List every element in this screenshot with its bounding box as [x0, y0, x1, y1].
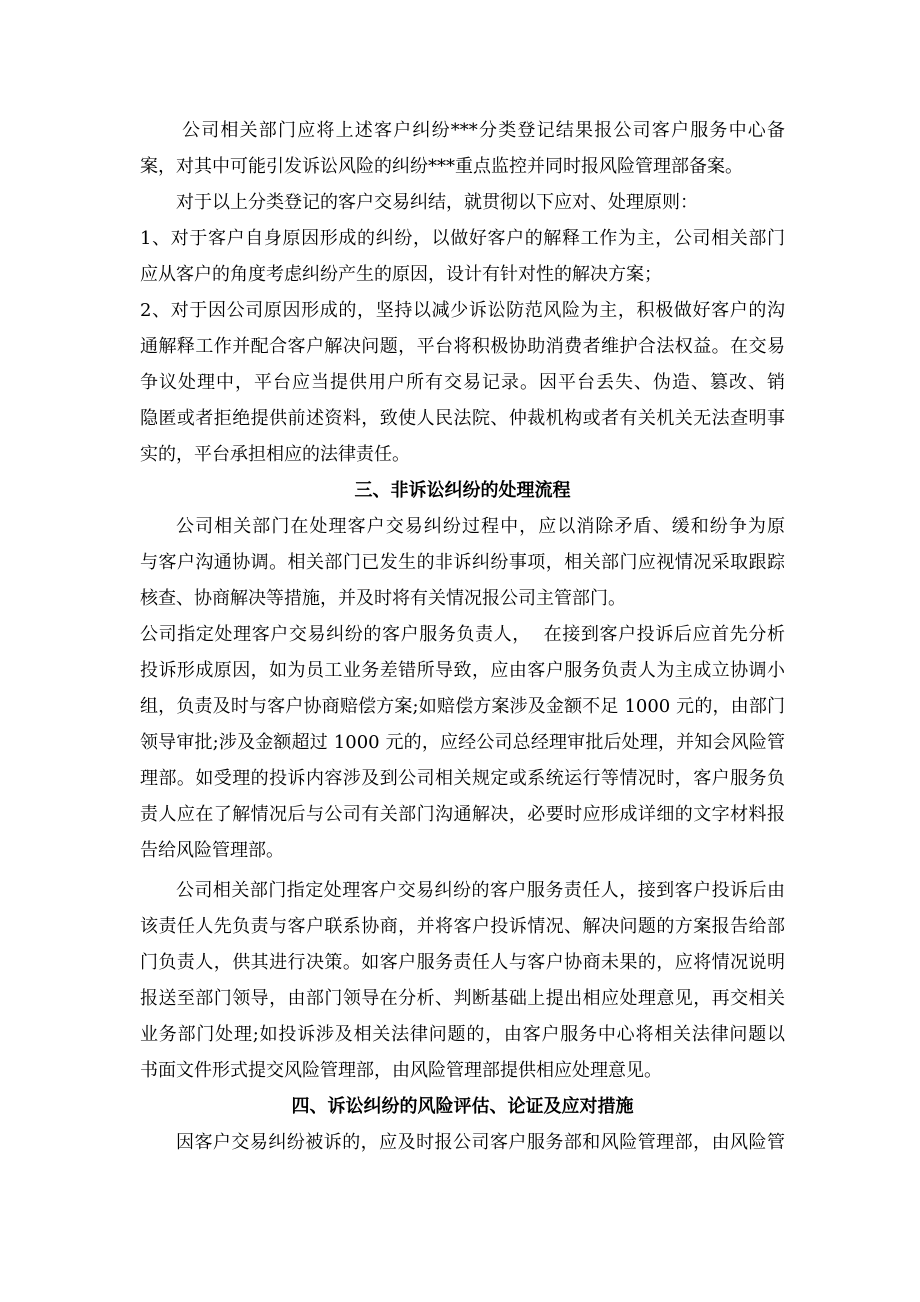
- text-line: 该责任人先负责与客户联系协商，并将客户投诉情况、解决问题的方案报告给部: [140, 916, 785, 937]
- paragraph-principles-intro: [140, 185, 785, 221]
- text-line: 公司指定处理客户交易纠纷的客户服务负责人， 在接到客户投诉后应首先分析: [140, 624, 785, 645]
- text-line: 门负责人，供其进行决策。如客户服务责任人与客户协商未果的，应将情况说明: [140, 952, 785, 973]
- paragraph-principle-2: [140, 293, 785, 473]
- text-line: 实的，平台承担相应的法律责任。: [140, 444, 410, 465]
- text-line: 应从客户的角度考虑纠纷产生的原因，设计有针对性的解决方案；: [140, 264, 662, 285]
- section-heading-4: 四、诉讼纠纷的风险评估、论证及应对措施: [291, 1096, 634, 1117]
- text-line: 核查、协商解决等措施，并及时将有关情况报公司主管部门。: [140, 588, 626, 609]
- paragraph-section4-1: [140, 1125, 785, 1161]
- section-heading-3: 三、非诉讼纠纷的处理流程: [354, 480, 571, 501]
- text-line: 2、对于因公司原因形成的，坚持以减少诉讼防范风险为主，积极做好客户的沟: [140, 300, 785, 321]
- text-line: 公司相关部门在处理客户交易纠纷过程中，应以消除矛盾、缓和纷争为原: [176, 516, 785, 537]
- text-line: 隐匿或者拒绝提供前述资料，致使人民法院、仲裁机构或者有关机关无法查明事: [140, 408, 785, 429]
- text-line: 对于以上分类登记的客户交易纠结，就贯彻以下应对、处理原则：: [176, 192, 698, 213]
- text-line: 报送至部门领导，由部门领导在分析、判断基础上提出相应处理意见，再交相关: [140, 988, 785, 1009]
- paragraph-principle-1: [140, 221, 785, 293]
- text-line: 与客户沟通协调。相关部门已发生的非诉纠纷事项，相关部门应视情况采取跟踪: [140, 552, 785, 573]
- text-line: 1、对于客户自身原因形成的纠纷，以做好客户的解释工作为主，公司相关部门: [140, 228, 785, 249]
- document-page: [140, 113, 785, 1161]
- text-line: 通解释工作并配合客户解决问题，平台将积极协助消费者维护合法权益。在交易: [140, 336, 785, 357]
- paragraph-section3-1: [140, 509, 785, 617]
- paragraph-filing: [140, 113, 785, 185]
- text-line: 理部。如受理的投诉内容涉及到公司相关规定或系统运行等情况时，客户服务负: [140, 768, 785, 789]
- text-line: 争议处理中，平台应当提供用户所有交易记录。因平台丢失、伪造、篡改、销: [140, 372, 785, 393]
- text-line: 公司相关部门指定处理客户交易纠纷的客户服务责任人，接到客户投诉后由: [176, 880, 785, 901]
- paragraph-section3-3: [140, 873, 785, 1089]
- text-line: 案，对其中可能引发诉讼风险的纠纷***重点监控并同时报风险管理部备案。: [140, 156, 743, 177]
- text-line: 告给风险管理部。: [140, 840, 284, 861]
- text-line: 组，负责及时与客户协商赔偿方案;如赔偿方案涉及金额不足 1000 元的，由部门: [140, 696, 785, 717]
- text-line: 因客户交易纠纷被诉的，应及时报公司客户服务部和风险管理部，由风险管: [176, 1132, 785, 1153]
- text-line: 领导审批;涉及金额超过 1000 元的，应经公司总经理审批后处理，并知会风险管: [140, 732, 785, 753]
- text-line: 投诉形成原因，如为员工业务差错所导致，应由客户服务负责人为主成立协调小: [140, 660, 785, 681]
- text-line: 责人应在了解情况后与公司有关部门沟通解决，必要时应形成详细的文字材料报: [140, 804, 785, 825]
- paragraph-section3-2: [140, 617, 785, 869]
- text-line: 业务部门处理;如投诉涉及相关法律问题的，由客户服务中心将相关法律问题以: [140, 1024, 785, 1045]
- text-line: 书面文件形式提交风险管理部，由风险管理部提供相应处理意见。: [140, 1060, 662, 1081]
- text-line: 公司相关部门应将上述客户纠纷***分类登记结果报公司客户服务中心备: [182, 120, 785, 141]
